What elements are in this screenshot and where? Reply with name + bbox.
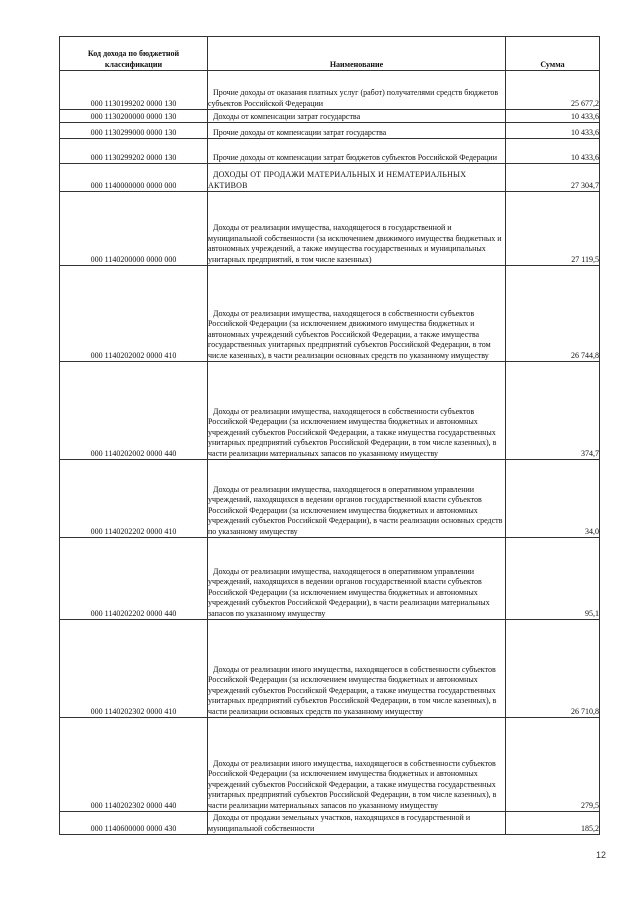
row-name: Прочие доходы от компенсации затрат бюджетов субъектов Российской Федерации [208, 139, 506, 164]
table-row [60, 812, 600, 835]
row-name: Доходы от реализации имущества, находящегося в собственности субъектов Российской Федерации (за исключением имущества бюджетных и автономных учреждений субъектов Российской Федерации, а также имущества государственных унитарных предприятий субъектов Российской Федерации, в том числе казенных), в части реализации материальных запасов по указанному имуществу [208, 362, 506, 460]
table-row [60, 110, 600, 123]
header-sum: Сумма [506, 37, 600, 71]
table-row [60, 362, 600, 460]
revenue-table [59, 36, 600, 835]
row-code: 000 1140202002 0000 440 [60, 362, 208, 460]
row-name: Доходы от реализации имущества, находящегося в государственной и муниципальной собственности (за исключением движимого имущества бюджетных и автономных учреждений, а также имущества государственных и муниципальных унитарных предприятий, в том числе казенных) [208, 192, 506, 266]
table-row [60, 71, 600, 110]
table-row [60, 192, 600, 266]
row-sum: 10 433,6 [506, 139, 600, 164]
row-sum: 34,0 [506, 460, 600, 538]
row-sum: 26 710,8 [506, 620, 600, 718]
row-code: 000 1140202302 0000 410 [60, 620, 208, 718]
table-row [60, 538, 600, 620]
row-code: 000 1140600000 0000 430 [60, 812, 208, 835]
row-name: ДОХОДЫ ОТ ПРОДАЖИ МАТЕРИАЛЬНЫХ И НЕМАТЕРИАЛЬНЫХ АКТИВОВ [208, 164, 506, 192]
header-code: Код дохода по бюджетной классификации [60, 37, 208, 71]
row-name: Прочие доходы от компенсации затрат государства [208, 123, 506, 139]
row-sum: 10 433,6 [506, 110, 600, 123]
row-sum: 10 433,6 [506, 123, 600, 139]
row-name: Доходы от реализации имущества, находящегося в собственности субъектов Российской Федерации (за исключением движимого имущества бюджетных и автономных учреждений субъектов Российской Федерации, а также имущества государственных унитарных предприятий субъектов Российской Федерации, в том числе казенных), в части реализации основных средств по указанному имуществу [208, 266, 506, 362]
header-name: Наименование [208, 37, 506, 71]
row-code: 000 1140202202 0000 410 [60, 460, 208, 538]
row-name: Доходы от реализации имущества, находящегося в оперативном управлении учреждений, находящихся в ведении органов государственной власти субъектов Российской Федерации (за исключением имущества бюджетных и автономных учреждений субъектов Российской Федерации), в части реализации материальных запасов по указанному имуществу [208, 538, 506, 620]
row-sum: 27 119,5 [506, 192, 600, 266]
table-row [60, 266, 600, 362]
row-sum: 25 677,2 [506, 71, 600, 110]
row-name: Доходы от реализации имущества, находящегося в оперативном управлении учреждений, находящихся в ведении органов государственной власти субъектов Российской Федерации (за исключением имущества бюджетных и автономных учреждений субъектов Российской Федерации), в части реализации основных средств по указанному имуществу [208, 460, 506, 538]
table-row [60, 718, 600, 812]
table-row [60, 139, 600, 164]
row-sum: 95,1 [506, 538, 600, 620]
page-number: 12 [596, 850, 607, 860]
table-row [60, 164, 600, 192]
row-code: 000 1140202202 0000 440 [60, 538, 208, 620]
row-code: 000 1140000000 0000 000 [60, 164, 208, 192]
row-code: 000 1140202302 0000 440 [60, 718, 208, 812]
row-code: 000 1130200000 0000 130 [60, 110, 208, 123]
row-name: Доходы от компенсации затрат государства [208, 110, 506, 123]
table-row [60, 123, 600, 139]
row-code: 000 1130299202 0000 130 [60, 139, 208, 164]
row-name: Доходы от реализации иного имущества, находящегося в собственности субъектов Российской Федерации (за исключением имущества бюджетных и автономных учреждений субъектов Российской Федерации, а также имущества государственных унитарных предприятий субъектов Российской Федерации, в том числе казенных), в части реализации основных средств по указанному имуществу [208, 620, 506, 718]
row-name: Прочие доходы от оказания платных услуг (работ) получателями средств бюджетов субъектов Российской Федерации [208, 71, 506, 110]
row-code: 000 1140200000 0000 000 [60, 192, 208, 266]
row-name: Доходы от реализации иного имущества, находящегося в собственности субъектов Российской Федерации (за исключением имущества бюджетных и автономных учреждений субъектов Российской Федерации, а также имущества государственных унитарных предприятий субъектов Российской Федерации, в том числе казенных), в части реализации материальных запасов по указанному имуществу [208, 718, 506, 812]
table-header-row [60, 37, 600, 71]
row-code: 000 1130299000 0000 130 [60, 123, 208, 139]
row-name: Доходы от продажи земельных участков, находящихся в государственной и муниципальной собственности [208, 812, 506, 835]
row-sum: 26 744,8 [506, 266, 600, 362]
row-code: 000 1140202002 0000 410 [60, 266, 208, 362]
row-sum: 27 304,7 [506, 164, 600, 192]
row-sum: 185,2 [506, 812, 600, 835]
row-sum: 279,5 [506, 718, 600, 812]
table-row [60, 620, 600, 718]
row-sum: 374,7 [506, 362, 600, 460]
row-code: 000 1130199202 0000 130 [60, 71, 208, 110]
table-row [60, 460, 600, 538]
